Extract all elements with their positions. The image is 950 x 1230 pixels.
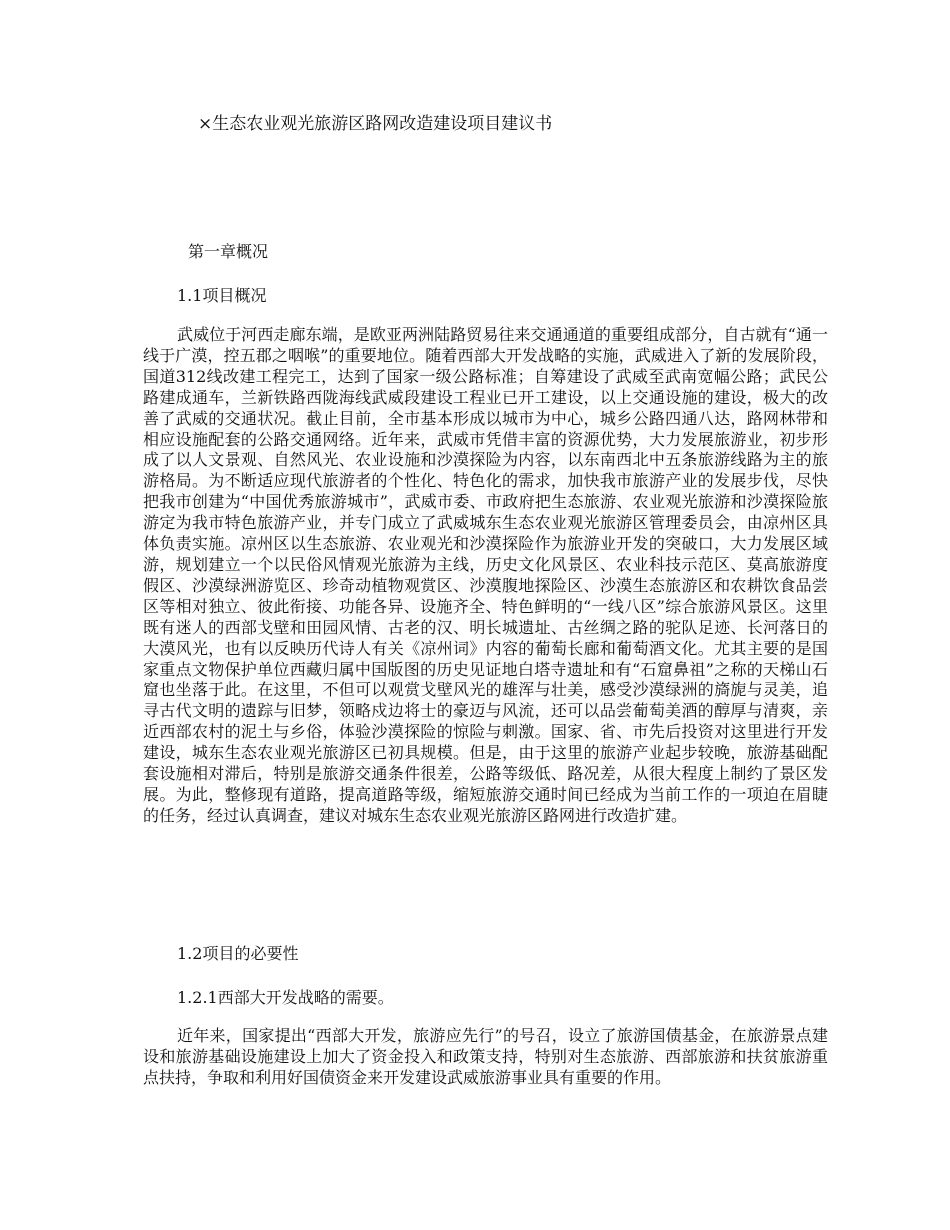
chapter-heading: 第一章概况 xyxy=(188,242,269,261)
paragraph-project-overview: 武威位于河西走廊东端，是欧亚两洲陆路贸易往来交通通道的重要组成部分，自古就有“通一线于广漠，控五郡之咽喉”的重要地位。随着西部大开发战略的实施，武威进入了新的发展阶段，国道312线改建工程完工，达到了国家一级公路标准；自筹建设了武威至武南宽幅公路；武民公路建成通车，兰新铁路西陇海线武威段建设工程业已开工建设，以上交通设施的建设，极大的改善了武威的交通状况。截止目前，全市基本形成以城市为中心，城乡公路四通八达，路网林带和相应设施配套的公路交通网络。近年来，武威市凭借丰富的资源优势，大力发展旅游业，初步形成了以人文景观、自然风光、农业设施和沙漠探险为内容，以东南西北中五条旅游线路为主的旅游格局。为不断适应现代旅游者的个性化、特色化的需求，加快我市旅游产业的发展步伐，尽快把我市创建为“中国优秀旅游城市”，武威市委、市政府把生态旅游、农业观光旅游和沙漠探险旅游定为我市特色旅游产业，并专门成立了武威城东生态农业观光旅游区管理委员会，由凉州区具体负责实施。凉州区以生态旅游、农业观光和沙漠探险作为旅游业开发的突破口，大力发展区域游，规划建立一个以民俗风情观光旅游为主线，历史文化风景区、农业科技示范区、莫高旅游度假区、沙漠绿洲游览区、珍奇动植物观赏区、沙漠腹地探险区、沙漠生态旅游区和农耕饮食品尝区等相对独立、彼此衔接、功能各异、设施齐全、特色鲜明的“一线八区”综合旅游风景区。这里既有迷人的西部戈壁和田园风情、古老的汉、明长城遗址、古丝绸之路的驼队足迹、长河落日的大漠风光，也有以反映历代诗人有关《凉州词》内容的葡萄长廊和葡萄酒文化。尤其主要的是国家重点文物保护单位西藏归属中国版图的历史见证地白塔寺遗址和有“石窟鼻祖”之称的天梯山石窟也坐落于此。在这里，不但可以观赏戈壁风光的雄浑与壮美，感受沙漠绿洲的旖旎与灵美，追寻古代文明的遗踪与旧梦，领略戍边将士的豪迈与风流，还可以品尝葡萄美酒的醇厚与清爽，亲近西部农村的泥土与乡俗，体验沙漠探险的惊险与刺激。国家、省、市先后投资对这里进行开发建设，城东生态农业观光旅游区已初具规模。但是，由于这里的旅游产业起步较晚，旅游基础配套设施相对滞后，特别是旅游交通条件很差，公路等级低、路况差，从很大程度上制约了景区发展。为此，整修现有道路，提高道路等级，缩短旅游交通时间已经成为当前工作的一项迫在眉睫的任务，经过认真调查，建议对城东生态农业观光旅游区路网进行改造扩建。 xyxy=(143,325,828,825)
document-title: ×生态农业观光旅游区路网改造建设项目建议书 xyxy=(198,114,553,134)
section-heading-1-2: 1.2项目的必要性 xyxy=(177,944,299,963)
section-heading-1-1: 1.1项目概况 xyxy=(177,286,267,305)
section-heading-1-2-1: 1.2.1西部大开发战略的需要。 xyxy=(177,988,394,1007)
paragraph-western-development: 近年来，国家提出“西部大开发，旅游应先行”的号召，设立了旅游国债基金，在旅游景点建设和旅游基础设施建设上加大了资金投入和政策支持，特别对生态旅游、西部旅游和扶贫旅游重点扶持，争取和利用好国债资金来开发建设武威旅游事业具有重要的作用。 xyxy=(143,1026,828,1087)
